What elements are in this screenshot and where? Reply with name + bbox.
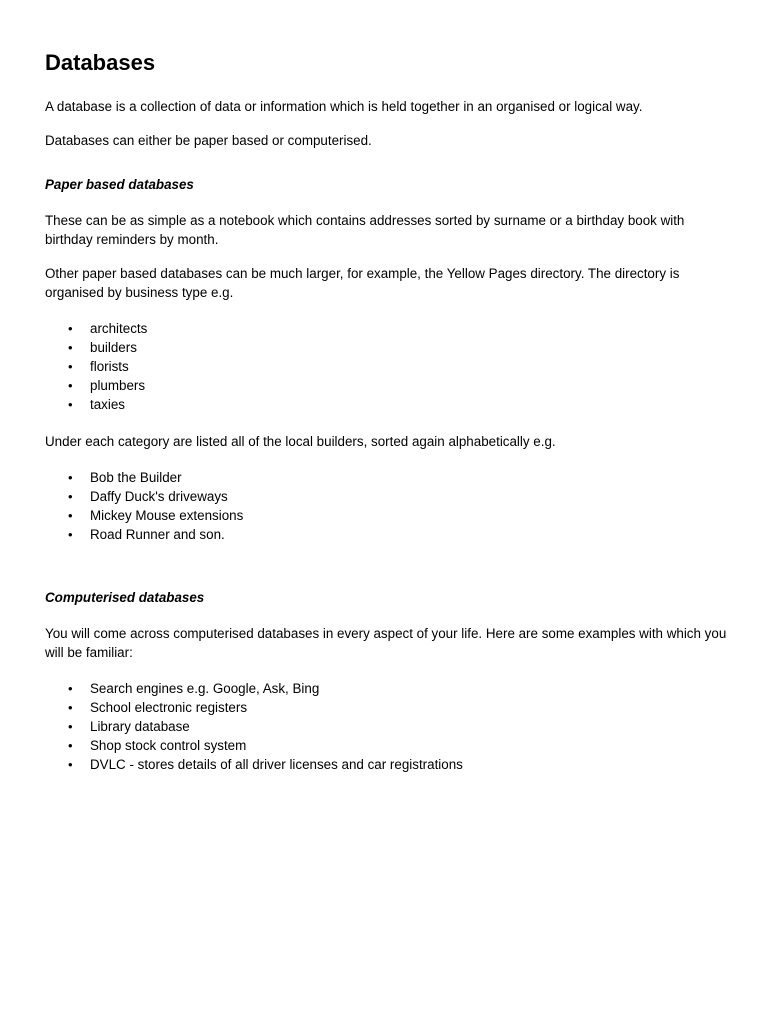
list-item (45, 319, 735, 338)
list-item (45, 717, 735, 736)
bullet-icon: • (68, 340, 73, 355)
list-item-text: Shop stock control system (90, 738, 247, 753)
intro-paragraph-2: Databases can either be paper based or computerised. (45, 133, 372, 148)
list-item (45, 525, 735, 544)
bullet-icon: • (68, 321, 73, 336)
intro-paragraph-1: A database is a collection of data or information which is held together in an organised or logical way. (45, 99, 643, 114)
bullet-icon: • (68, 527, 73, 542)
list-item (45, 357, 735, 376)
list-item-text: Mickey Mouse extensions (90, 508, 244, 523)
list-item-text: florists (90, 359, 129, 374)
paper-databases-heading: Paper based databases (45, 177, 194, 192)
list-item-text: Bob the Builder (90, 470, 182, 485)
bullet-icon: • (68, 681, 73, 696)
list-item-text: Daffy Duck's driveways (90, 489, 228, 504)
list-item-text: Road Runner and son. (90, 527, 225, 542)
list-item (45, 376, 735, 395)
list-item-text: taxies (90, 397, 125, 412)
bullet-icon: • (68, 378, 73, 393)
list-item-text: plumbers (90, 378, 146, 393)
list-item (45, 506, 735, 525)
bullet-icon: • (68, 489, 73, 504)
computerised-examples-list (45, 679, 735, 774)
computerised-databases-heading: Computerised databases (45, 590, 205, 605)
list-item-text: DVLC - stores details of all driver licenses and car registrations (90, 757, 463, 772)
paper-paragraph-2: Other paper based databases can be much larger, for example, the Yellow Pages directory. The directory is organised by business type e.g. (45, 266, 680, 300)
bullet-icon: • (68, 508, 73, 523)
paper-paragraph-3: Under each category are listed all of the local builders, sorted again alphabetically e.g. (45, 434, 556, 449)
list-item-text: architects (90, 321, 148, 336)
page-title: Databases (45, 50, 156, 75)
list-item (45, 679, 735, 698)
bullet-icon: • (68, 738, 73, 753)
list-item (45, 395, 735, 414)
list-item (45, 338, 735, 357)
section-spacer (45, 562, 735, 588)
builders-list (45, 468, 735, 544)
bullet-icon: • (68, 700, 73, 715)
bullet-icon: • (68, 397, 73, 412)
list-item (45, 736, 735, 755)
list-item (45, 487, 735, 506)
list-item (45, 468, 735, 487)
list-item-text: builders (90, 340, 137, 355)
computerised-paragraph-1: You will come across computerised databases in every aspect of your life. Here are some examples with which you will be familiar: (45, 626, 727, 660)
list-item (45, 755, 735, 774)
list-item-text: School electronic registers (90, 700, 248, 715)
list-item (45, 698, 735, 717)
document-page (45, 48, 735, 792)
paper-paragraph-1: These can be as simple as a notebook which contains addresses sorted by surname or a birthday book with birthday reminders by month. (45, 213, 685, 247)
list-item-text: Library database (90, 719, 190, 734)
bullet-icon: • (68, 757, 73, 772)
bullet-icon: • (68, 470, 73, 485)
business-types-list (45, 319, 735, 414)
list-item-text: Search engines e.g. Google, Ask, Bing (90, 681, 320, 696)
bullet-icon: • (68, 719, 73, 734)
bullet-icon: • (68, 359, 73, 374)
